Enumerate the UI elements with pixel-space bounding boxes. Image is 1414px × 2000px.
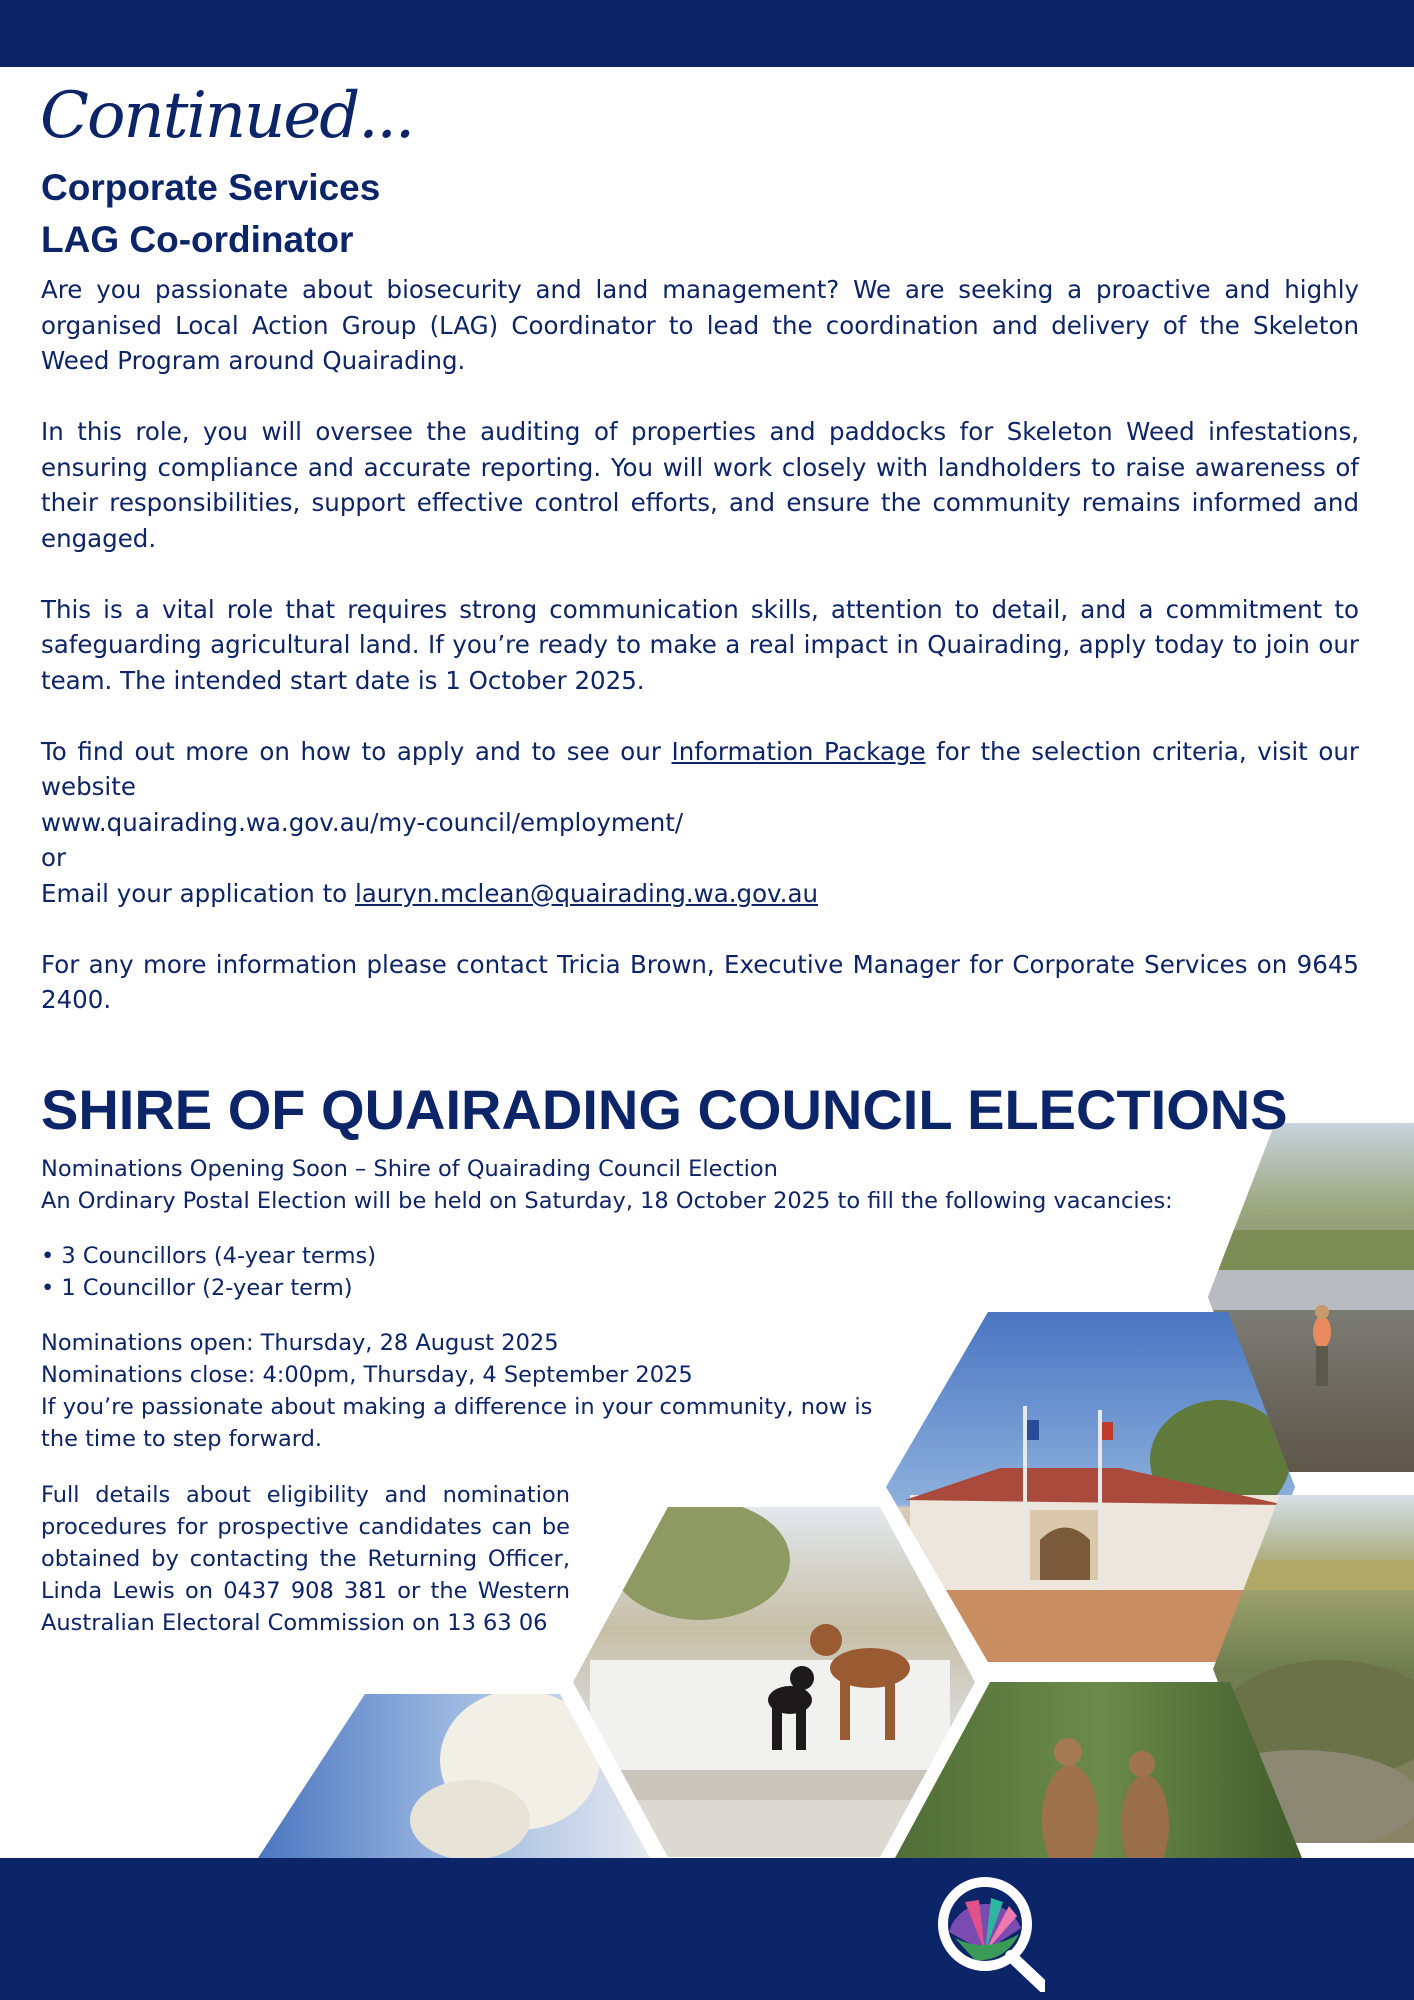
shire-logo (935, 1872, 1375, 1992)
email-prefix: Email your application to (41, 878, 348, 908)
continued-heading: Continued... (40, 79, 414, 153)
job-paragraph-2: In this role, you will oversee the auditing of properties and paddocks for Skeleton Weed infestations, ensuring compliance and accurate reporting. You will work closely with landholders to raise awareness of their responsibilities, support effective control efforts, and ensure the community remains informed and engaged. (41, 417, 1359, 553)
or-text: or (41, 843, 67, 872)
eligibility-details: Full details about eligibility and nomination procedures for prospective candidates can be obtained by contacting the Returning Officer, Linda Lewis on 0437 908 381 or the Western Australian Electoral Commission on 13 63 06 (41, 1482, 570, 1636)
vacancies-list (41, 1240, 641, 1304)
nominations-close: Nominations close: 4:00pm, Thursday, 4 September 2025 (41, 1362, 693, 1388)
job-title: LAG Co-ordinator (41, 219, 354, 260)
nominations-open: Nominations open: Thursday, 28 August 2025 (41, 1330, 559, 1356)
apply-prefix: To find out more on how to apply and to see our (41, 736, 661, 766)
elections-heading: SHIRE OF QUAIRADING COUNCIL ELECTIONS (41, 1078, 1288, 1141)
step-forward-text: If you’re passionate about making a difference in your community, now is the time to step forward. (41, 1394, 873, 1452)
email-link[interactable]: lauryn.mclean@quairading.wa.gov.au (354, 878, 818, 908)
nomination-dates (41, 1327, 891, 1455)
job-paragraph-1: Are you passionate about biosecurity and land management? We are seeking a proactive and highly organised Local Action Group (LAG) Coordinator to lead the coordination and delivery of the Skeleton Weed Program around Quairading. (41, 275, 1359, 375)
elections-postal-election: An Ordinary Postal Election will be held on Saturday, 18 October 2025 to fill the following vacancies: (41, 1188, 1173, 1214)
information-package-link[interactable]: Information Package (671, 736, 926, 766)
elections-nominations-opening: Nominations Opening Soon – Shire of Quairading Council Election (41, 1156, 778, 1182)
department-heading: Corporate Services (41, 167, 381, 208)
vacancy-item: • 3 Councillors (4-year terms) (41, 1243, 377, 1269)
photo-kelpie-dogs (570, 1500, 980, 1860)
website-url: www.quairading.wa.gov.au/my-council/employment/ (41, 807, 684, 837)
contact-paragraph: For any more information please contact Tricia Brown, Executive Manager for Corporate Services on 9645 2400. (41, 949, 1359, 1014)
apply-suffix: for the selection criteria, visit our website (41, 736, 1359, 801)
vacancy-item: • 1 Councillor (2-year term) (41, 1275, 353, 1301)
job-paragraph-3: This is a vital role that requires strong communication skills, attention to detail, and a commitment to safeguarding agricultural land. If you’re ready to make a real impact in Quairading, apply today to join our team. The intended start date is 1 October 2025. (41, 594, 1359, 695)
magnifier-icon (935, 1872, 1045, 1992)
elections-intro (41, 1153, 1281, 1217)
